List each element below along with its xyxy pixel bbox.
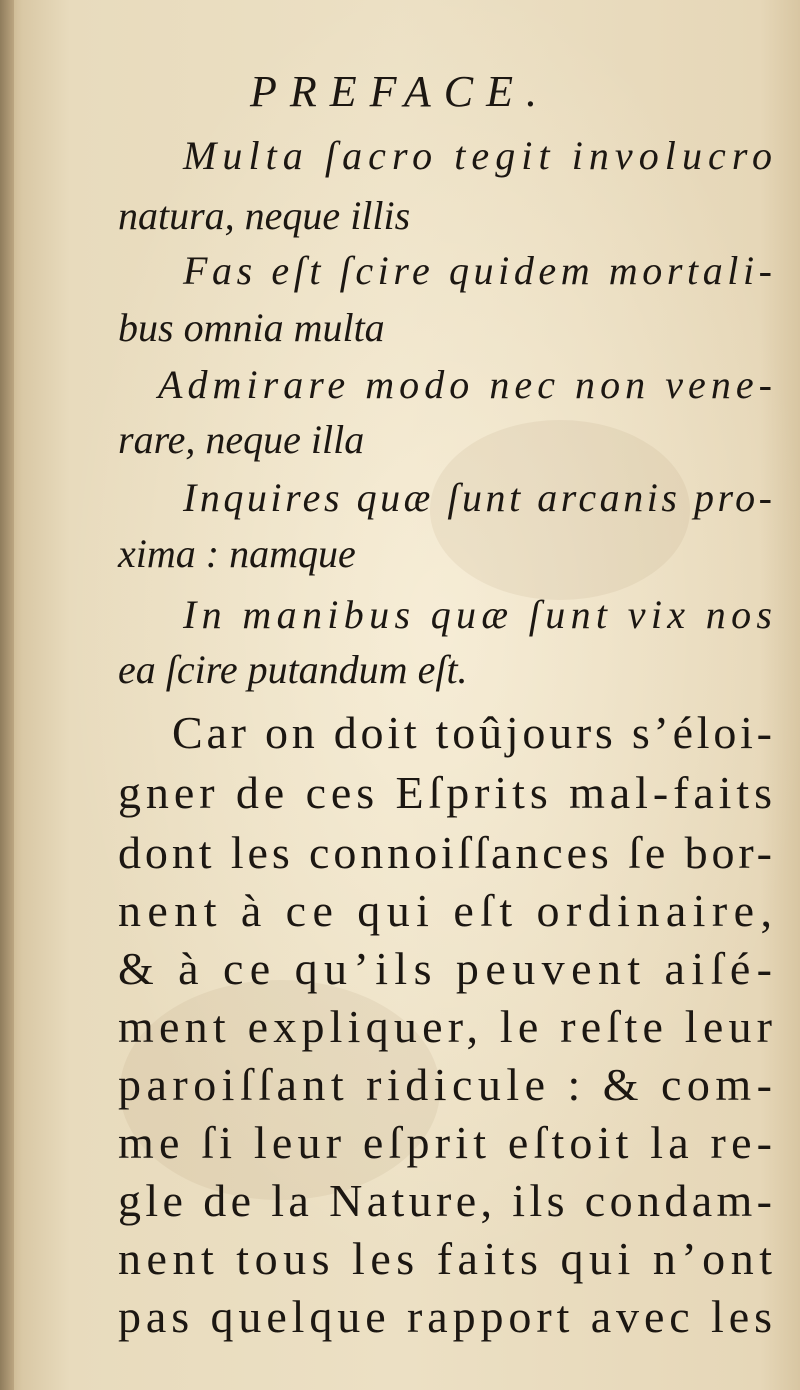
verse-line: natura, neque illis — [118, 193, 411, 238]
verse-line: In manibus quæ ſunt vix nos — [183, 592, 778, 637]
prose-line: nent à ce qui eſt ordinaire, — [118, 885, 779, 936]
running-header: PREFACE. — [250, 67, 550, 116]
prose-line: paroiſſant ridicule : & com- — [118, 1059, 778, 1110]
prose-line: dont les connoiſſances ſe bor- — [118, 827, 776, 878]
prose-line: pas quelque rapport avec les — [118, 1291, 777, 1342]
verse-line: xima : namque — [118, 531, 356, 576]
prose-line: ment expliquer, le reſte leur — [118, 1001, 778, 1052]
verse-line: rare, neque illa — [118, 417, 365, 462]
page-binding-edge — [0, 0, 14, 1390]
verse-line: Admirare modo nec non vene- — [158, 362, 778, 407]
prose-line: & à ce qu’ils peuvent aiſé- — [118, 943, 779, 994]
verse-line: Inquires quæ ſunt arcanis pro- — [183, 475, 776, 520]
prose-line: me ſi leur eſprit eſtoit la re- — [118, 1117, 778, 1168]
verse-line: bus omnia multa — [118, 305, 385, 350]
prose-line: nent tous les faits qui n’ont — [118, 1233, 778, 1284]
prose-line: gner de ces Eſprits mal-faits — [118, 767, 777, 818]
prose-line: Car on doit toûjours s’éloi- — [172, 707, 776, 758]
verse-line: Fas eſt ſcire quidem mortali- — [183, 248, 777, 293]
verse-line: Multa ſacro tegit involucro — [183, 133, 779, 178]
verse-line: ea ſcire putandum eſt. — [118, 647, 468, 692]
prose-line: gle de la Nature, ils condam- — [118, 1175, 777, 1226]
